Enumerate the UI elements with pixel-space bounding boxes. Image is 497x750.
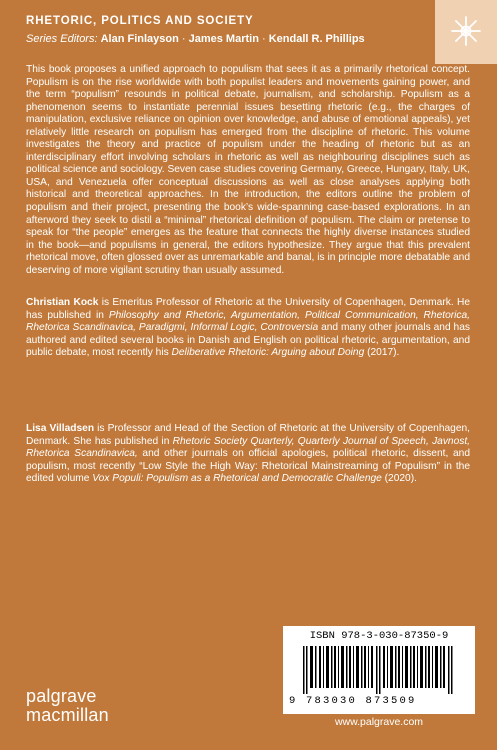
isbn-label: ISBN 978-3-030-87350-9 (309, 630, 449, 642)
author-bio-villadsen (26, 423, 470, 486)
book-title: Deliberative Rhetoric: Arguing about Doing (171, 347, 365, 359)
bio-text: is Emeritus Professor of Rhetoric at the University of Copenhagen, Denmark. He has published in (26, 297, 470, 321)
series-editor-2: James Martin (188, 33, 259, 45)
publisher-name-line1: palgrave (26, 686, 97, 706)
editor-separator: · (178, 33, 189, 45)
book-title: Vox Populi: Populism as a Rhetorical and Democratic Challenge (92, 473, 382, 485)
bio-text: and many other journals and has authored and edited several books in Danish and English on political rhetoric, argumentation, and public debate, most recently his (26, 322, 470, 359)
series-editor-3: Kendall R. Phillips (268, 33, 365, 45)
publisher-website[interactable]: www.palgrave.com (283, 714, 475, 730)
publisher-logo (26, 687, 109, 725)
book-description: This book proposes a unified approach to populism that sees it as a primarily rhetorical concept. Populism is on the rise worldwide with both populist leaders and movements gaining power, and the term “populism” resounds in political debate, journalism, and scholarship. Populism as a phenomenon seems to instantiate perennial issues besetting rhetoric (e.g., the charges of manipulation, exclusive reliance on opinion over knowledge, and abuse of emotional appeals), yet relatively little research on populism has emerged from the discipline of rhetoric. This volume investigates the theory and practice of populism under the heading of rhetoric but as an interdisciplinary effort involving scholars in rhetoric as well as neighbouring disciplines such as political science and sociology. Seven case studies covering Germany, Greece, Hungary, Italy, UK, USA, and Venezuela offer conceptual discussions as well as close analyses applying both historical and theoretical approaches. In the introduction, the editors outline the problem of populism and their project, presenting the book’s wide-spanning case-based explorations. In an afterword they seek to distil a “minimal” rhetorical definition of populism. The claim or pretense to speak for “the people” emerges as the feature that connects the highly diverse instances studied in the book—and populisms in general, the editors hypothesize. They argue that this prevalent rhetorical move, often glossed over as unremarkable and banal, is in principle more debatable and deserving of more vigilant scrutiny than usually assumed. (26, 64, 470, 276)
journal-list: Philosophy and Rhetoric, Argumentation, Political Communication, Rhetorica, Rhetorica Scandinavica, Paradigmi, Informal Logic, Controversia (26, 309, 470, 334)
author-bio-kock (26, 297, 470, 360)
palgrave-star-icon (449, 14, 483, 48)
series-editors (26, 33, 365, 45)
barcode-block (283, 626, 475, 730)
bio-text: (2020). (381, 473, 417, 485)
bio-text: (2017). (364, 347, 400, 359)
series-editor-1: Alan Finlayson (100, 33, 179, 45)
bio-text: is Professor and Head of the Section of Rhetoric at the University of Copenhagen, Denmark. She has published in (26, 423, 470, 447)
author-name: Christian Kock (26, 297, 99, 308)
publisher-name-line2: macmillan (26, 705, 109, 725)
series-editors-label: Series Editors: (26, 33, 98, 45)
journal-list: Rhetoric Society Quarterly, Quarterly Journal of Speech, Javnost, Rhetorica Scandinavica, (26, 435, 471, 460)
barcode-icon (297, 646, 461, 694)
bio-text: and other journals on official apologies, political rhetoric, dissent, and populism, most recently “Low Style the High Way: Rhetorical Mainstreaming of Populism” in the edited volume (26, 448, 470, 485)
author-name: Lisa Villadsen (26, 423, 95, 434)
barcode-digits: 9 783030 873509 (289, 695, 417, 707)
editor-separator: · (258, 33, 269, 45)
palgrave-logo-panel (435, 0, 497, 64)
series-title: RHETORIC, POLITICS AND SOCIETY (26, 15, 254, 27)
